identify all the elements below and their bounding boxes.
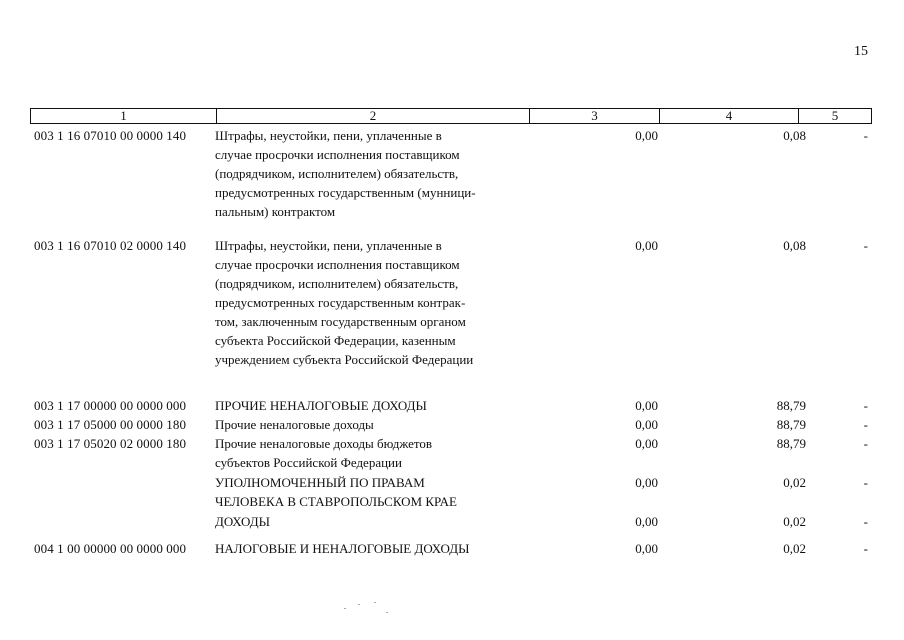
- row-name: [215, 539, 526, 558]
- row-col3: 0,00: [635, 514, 658, 529]
- row-col4: 88,79: [776, 417, 806, 432]
- row-name-line: учреждением субъекта Российской Федерации: [215, 352, 474, 367]
- row-name: [215, 396, 526, 415]
- row-name-line: том, заключенным государственным органом: [215, 314, 466, 329]
- row-code: 003 1 17 05000 00 0000 180: [34, 417, 187, 432]
- row-col4: 0,02: [783, 541, 806, 556]
- row-name-line: ПРОЧИЕ НЕНАЛОГОВЫЕ ДОХОДЫ: [215, 398, 427, 413]
- row-col5: -: [863, 398, 868, 413]
- row-col3: 0,00: [635, 417, 658, 432]
- row-name-line: ЧЕЛОВЕКА В СТАВРОПОЛЬСКОМ КРАЕ: [215, 494, 457, 509]
- row-name-line: Прочие неналоговые доходы бюджетов: [215, 436, 433, 451]
- row-col4: 0,02: [783, 475, 806, 490]
- row-name-line: Штрафы, неустойки, пени, уплаченные в: [215, 238, 442, 253]
- row-name-line: случае просрочки исполнения поставщиком: [215, 147, 460, 162]
- row-name: [215, 473, 526, 511]
- header-col-4: 4: [659, 109, 798, 123]
- row-col3: 0,00: [635, 436, 658, 451]
- table-header: [30, 108, 872, 124]
- row-col5: -: [863, 417, 868, 432]
- row-col3: 0,00: [635, 238, 658, 253]
- row-name-line: пальным) контрактом: [215, 204, 336, 219]
- row-code: 003 1 17 05020 02 0000 180: [34, 436, 187, 451]
- row-name: [215, 126, 526, 221]
- row-name-line: НАЛОГОВЫЕ И НЕНАЛОГОВЫЕ ДОХОДЫ: [215, 541, 470, 556]
- page-number: 15: [854, 44, 868, 59]
- row-name-line: (подрядчиком, исполнителем) обязательств,: [215, 276, 459, 291]
- row-col5: -: [863, 238, 868, 253]
- header-col-5: 5: [798, 109, 871, 123]
- row-col4: 0,08: [783, 128, 806, 143]
- header-col-1: 1: [120, 108, 127, 123]
- row-col5: -: [863, 475, 868, 490]
- row-col3: 0,00: [635, 128, 658, 143]
- row-col4: 0,02: [783, 514, 806, 529]
- row-name-line: субъекта Российской Федерации, казенным: [215, 333, 456, 348]
- row-name-line: Штрафы, неустойки, пени, уплаченные в: [215, 128, 442, 143]
- row-name-line: субъектов Российской Федерации: [215, 455, 402, 470]
- row-col3: 0,00: [635, 398, 658, 413]
- row-name-line: УПОЛНОМОЧЕННЫЙ ПО ПРАВАМ: [215, 475, 425, 490]
- row-name-line: Прочие неналоговые доходы: [215, 417, 374, 432]
- row-name: [215, 434, 526, 472]
- row-name-line: предусмотренных государственным (мунници-: [215, 185, 476, 200]
- row-code: 003 1 16 07010 02 0000 140: [34, 238, 187, 253]
- row-code: 004 1 00 00000 00 0000 000: [34, 541, 187, 556]
- row-name-line: предусмотренных государственным контрак-: [215, 295, 466, 310]
- row-name: [215, 415, 526, 434]
- row-col4: 88,79: [776, 436, 806, 451]
- row-col5: -: [863, 514, 868, 529]
- scan-specks: [340, 600, 400, 620]
- row-col5: -: [863, 128, 868, 143]
- row-col5: -: [863, 541, 868, 556]
- row-code: 003 1 16 07010 00 0000 140: [34, 128, 187, 143]
- row-col4: 88,79: [776, 398, 806, 413]
- row-name-line: (подрядчиком, исполнителем) обязательств,: [215, 166, 459, 181]
- row-name-line: случае просрочки исполнения поставщиком: [215, 257, 460, 272]
- header-col-2: 2: [216, 109, 529, 123]
- header-col-3: 3: [529, 109, 659, 123]
- row-name-line: ДОХОДЫ: [215, 514, 270, 529]
- row-name: [215, 236, 526, 369]
- row-col3: 0,00: [635, 475, 658, 490]
- row-name: [215, 512, 526, 531]
- row-col4: 0,08: [783, 238, 806, 253]
- row-col3: 0,00: [635, 541, 658, 556]
- row-code: 003 1 17 00000 00 0000 000: [34, 398, 187, 413]
- row-col5: -: [863, 436, 868, 451]
